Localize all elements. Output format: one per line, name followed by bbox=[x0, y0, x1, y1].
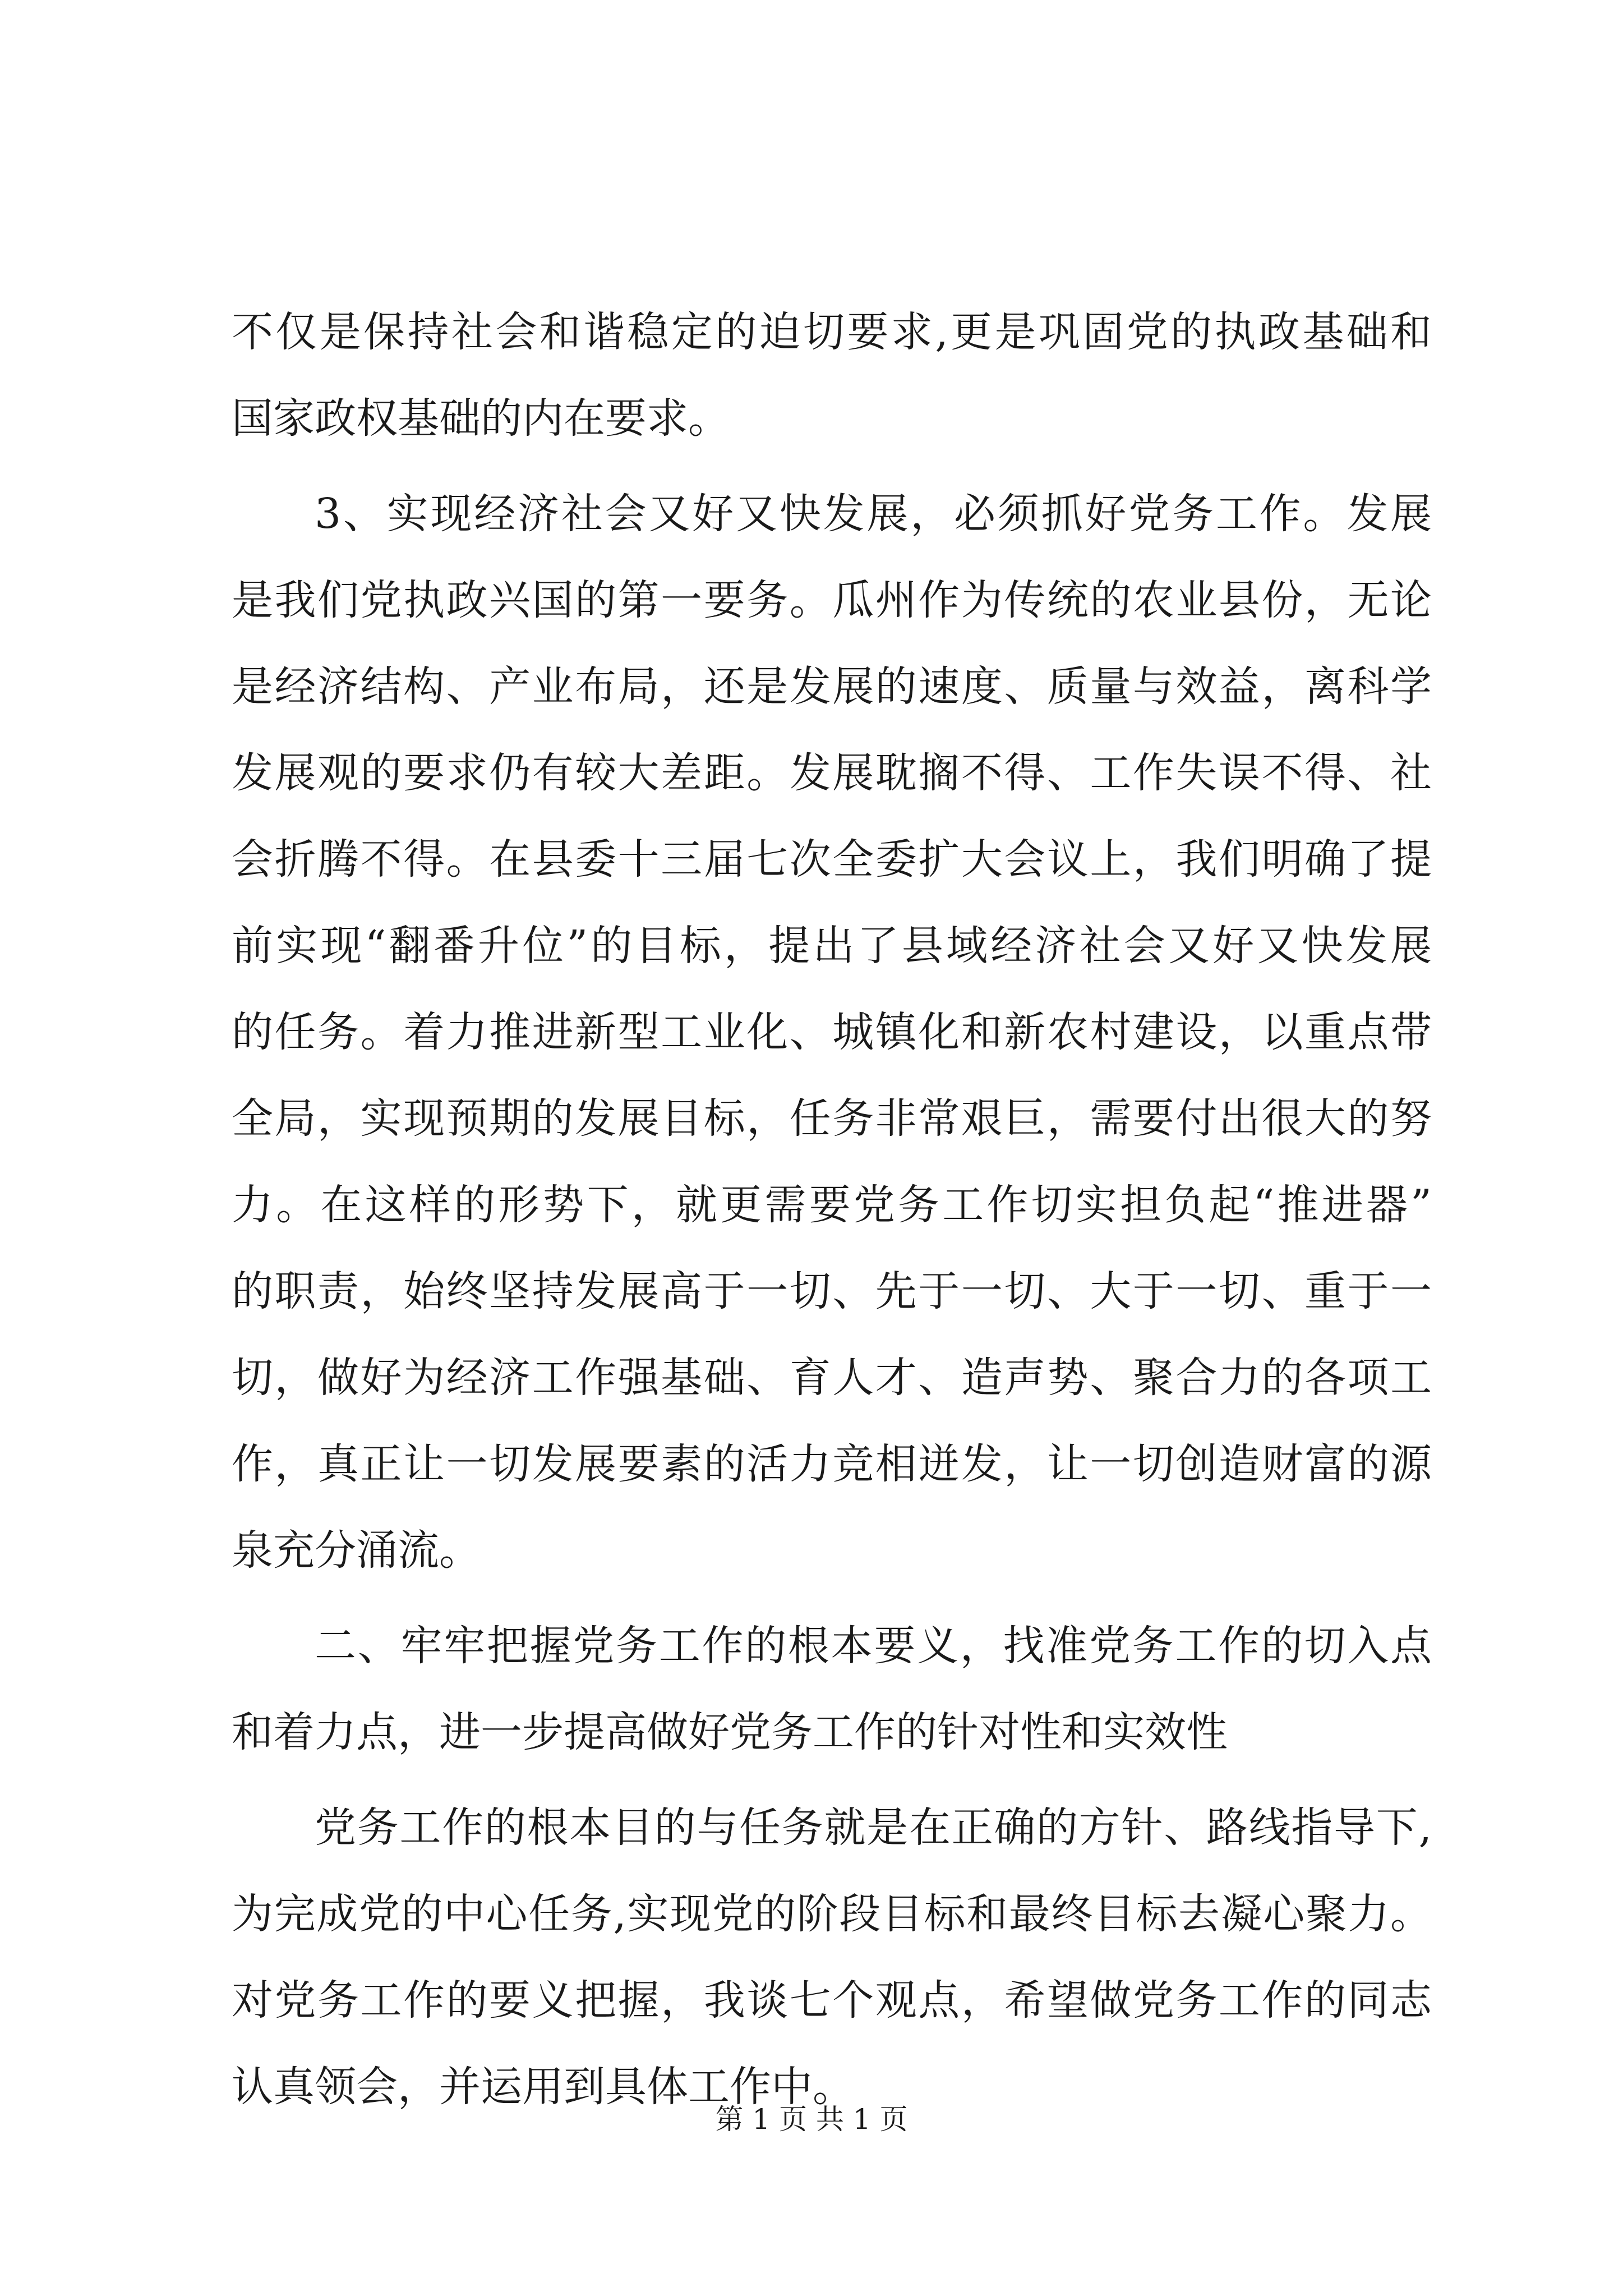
text-line: 3、实现经济社会又好又快发展，必须抓好党务工作。发展 bbox=[315, 490, 1432, 538]
text-line: 不仅是保持社会和谐稳定的迫切要求,更是巩固党的执政基础和 bbox=[232, 308, 1432, 356]
text-line: 的任务。着力推进新型工业化、城镇化和新农村建设，以重点带 bbox=[232, 1008, 1432, 1056]
text-line: 认真领会，并运用到具体工作中。 bbox=[232, 2063, 854, 2111]
page-footer: 第 1 页 共 1 页 bbox=[715, 2103, 908, 2136]
text-line: 切，做好为经济工作强基础、育人才、造声势、聚合力的各项工 bbox=[232, 1354, 1432, 1402]
text-line: 对党务工作的要义把握，我谈七个观点，希望做党务工作的同志 bbox=[232, 1976, 1432, 2024]
text-line: 党务工作的根本目的与任务就是在正确的方针、路线指导下, bbox=[315, 1803, 1432, 1852]
text-line: 为完成党的中心任务,实现党的阶段目标和最终目标去凝心聚力。 bbox=[232, 1890, 1432, 1938]
text-line: 是我们党执政兴国的第一要务。瓜州作为传统的农业县份，无论 bbox=[232, 576, 1432, 624]
text-line: 力。在这样的形势下，就更需要党务工作切实担负起“推进器” bbox=[232, 1181, 1432, 1229]
text-line: 全局，实现预期的发展目标，任务非常艰巨，需要付出很大的努 bbox=[232, 1094, 1432, 1143]
text-line: 是经济结构、产业布局，还是发展的速度、质量与效益，离科学 bbox=[232, 662, 1432, 711]
text-line: 泉充分涌流。 bbox=[232, 1526, 481, 1575]
section-heading-line: 和着力点，进一步提高做好党务工作的针对性和实效性 bbox=[232, 1708, 1228, 1756]
text-line: 的职责，始终坚持发展高于一切、先于一切、大于一切、重于一 bbox=[232, 1267, 1432, 1315]
text-line: 前实现“翻番升位”的目标，提出了县域经济社会又好又快发展 bbox=[232, 922, 1432, 970]
text-line: 国家政权基础的内在要求。 bbox=[232, 394, 730, 443]
text-line: 会折腾不得。在县委十三届七次全委扩大会议上，我们明确了提 bbox=[232, 835, 1432, 884]
text-line: 发展观的要求仍有较大差距。发展耽搁不得、工作失误不得、社 bbox=[232, 749, 1432, 797]
text-line: 作，真正让一切发展要素的活力竞相迸发，让一切创造财富的源 bbox=[232, 1440, 1432, 1488]
section-heading-line: 二、牢牢把握党务工作的根本要义，找准党务工作的切入点 bbox=[315, 1622, 1432, 1670]
document-body bbox=[232, 289, 1432, 2130]
